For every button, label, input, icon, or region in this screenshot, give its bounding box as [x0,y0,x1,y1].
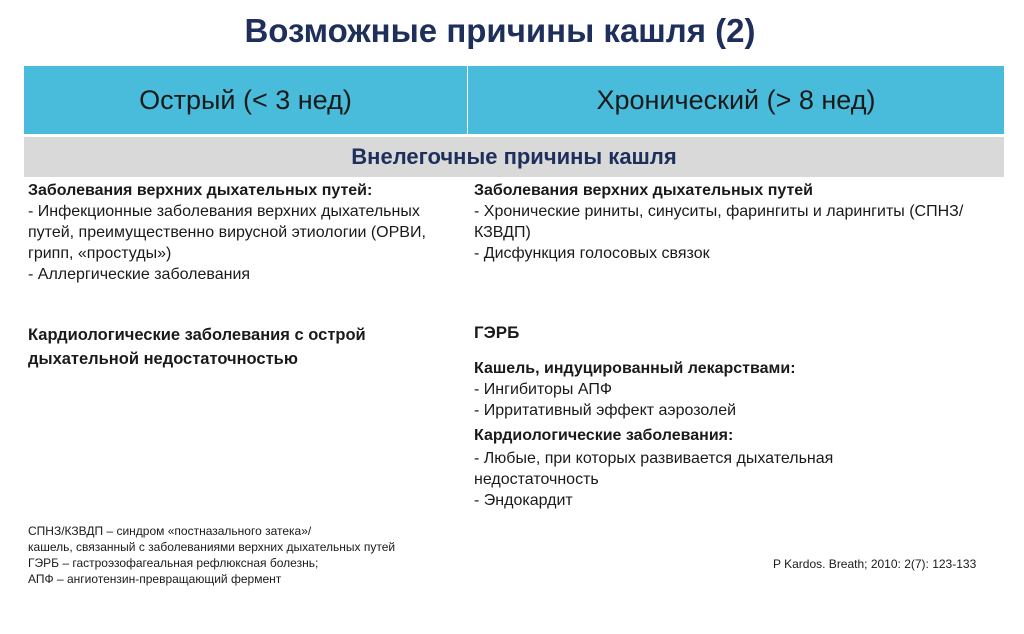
right-cardio-item: - Любые, при которых развивается дыхательная недостаточность [474,450,834,488]
abbreviation-line: СПНЗ/КЗВДП – синдром «постназального затека»/ [28,524,312,538]
right-upper-heading: Заболевания верхних дыхательных путей [474,182,814,199]
abbreviation-line: кашель, связанный с заболеваниями верхних дыхательных путей [28,540,396,554]
page-title: Возможные причины кашля (2) [244,12,756,49]
abbreviation-line: АПФ – ангиотензин-превращающий фермент [28,572,282,586]
right-upper-item: - Хронические риниты, синуситы, фарингиты и ларингиты (СПНЗ/КЗВДП) [474,203,964,241]
left-upper-heading: Заболевания верхних дыхательных путей: [28,182,373,199]
abbreviations-note [28,523,468,587]
left-upper-item: - Аллергические заболевания [28,266,251,283]
chronic-column [474,180,1004,511]
right-upper-item: - Дисфункция голосовых связок [474,245,710,262]
right-drug-heading: Кашель, индуцированный лекарствами: [474,360,796,377]
abbreviation-line: ГЭРБ – гастроэзофагеальная рефлюксная болезнь; [28,556,319,570]
header-acute: Острый (< 3 нед) [24,66,468,134]
table-header-row [24,66,1004,134]
acute-column [28,180,466,371]
right-drug-item: - Ингибиторы АПФ [474,381,613,398]
right-drug-item: - Ирритативный эффект аэрозолей [474,402,737,419]
right-cardio-heading: Кардиологические заболевания: [474,427,734,444]
left-cardio-heading: Кардиологические заболевания с острой дыхательной недостаточностью [28,326,366,368]
left-upper-item: - Инфекционные заболевания верхних дыхательных путей, преимущественно вирусной этиологии (ОРВИ, грипп, «простуды») [28,203,426,262]
right-gerd: ГЭРБ [474,323,520,342]
right-cardio-item: - Эндокардит [474,492,573,509]
section-subheader: Внелегочные причины кашля [24,137,1004,177]
header-chronic: Хронический (> 8 нед) [596,84,876,115]
reference-citation: P Kardos. Breath; 2010: 2(7): 123-133 [773,557,977,571]
